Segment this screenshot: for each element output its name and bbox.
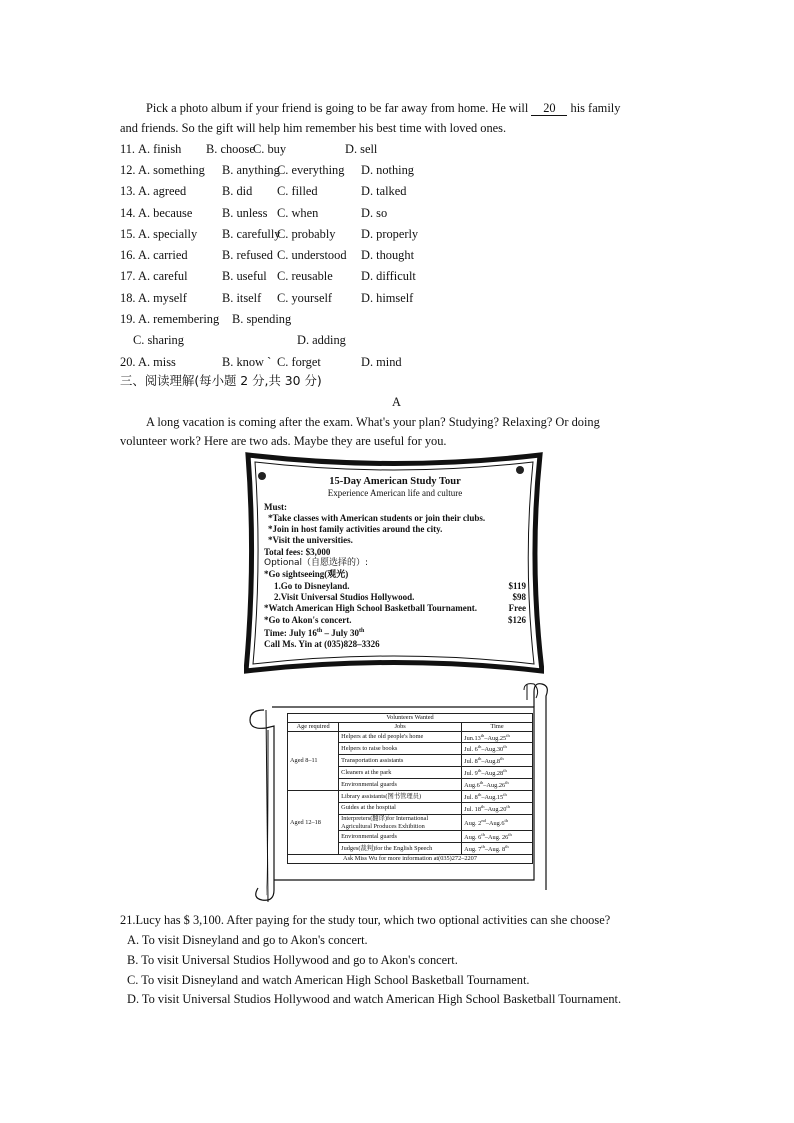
q21-option-c: C. To visit Disneyland and watch American High School Basketball Tournament. (127, 973, 530, 987)
answer-option: A. finish (138, 142, 182, 156)
answer-option: C. buy (253, 142, 287, 156)
answer-option: B. itself (222, 291, 262, 305)
poster-content (264, 476, 526, 650)
question-number: 14. (120, 206, 136, 220)
time-cell: Aug. 7th–Aug. 8th (462, 843, 533, 855)
blank-20: 20 (531, 102, 567, 116)
question-row (120, 183, 407, 199)
option-price: Free (508, 603, 526, 614)
answer-option: D. thought (361, 248, 415, 262)
passage-line-1 (146, 100, 620, 116)
answer-option: C. yourself (277, 291, 333, 305)
job-cell: Library assistants(图书管理员) (339, 791, 462, 803)
passage-a-label: A (392, 395, 401, 409)
question-row (120, 268, 416, 284)
answer-option: B. choose (206, 142, 255, 156)
tour-time: Time: July 16th – July 30th (264, 627, 365, 638)
job-cell: Helpers to raise books (339, 743, 462, 755)
question-row (120, 162, 415, 178)
volunteers-table (287, 713, 533, 864)
option-price: $119 (508, 580, 526, 591)
answer-option: D. adding (297, 333, 346, 347)
job-cell: Transportation assistants (339, 755, 462, 767)
header-jobs: Jobs (339, 722, 462, 731)
answer-option: A. careful (138, 269, 188, 283)
contact-line: Call Ms. Yin at (035)828–3326 (264, 639, 380, 650)
answer-option: D. so (361, 206, 388, 220)
table-row (288, 731, 533, 743)
option-row (264, 592, 526, 603)
answer-option: A. something (138, 163, 205, 177)
question-row (120, 311, 292, 327)
question-number: 20. (120, 355, 136, 369)
time-cell: Jul. 18th–Aug.20th (462, 802, 533, 814)
answer-option: A. specially (138, 227, 198, 241)
answer-option: B. did (222, 184, 253, 198)
job-cell: Helpers at the old people's home (339, 731, 462, 743)
answer-option: A. miss (138, 355, 176, 369)
question-number: 11. (120, 142, 136, 156)
question-row (120, 205, 388, 221)
answer-option: B. unless (222, 206, 268, 220)
time-cell: Jun.13th–Aug.25th (462, 731, 533, 743)
answer-option: A. myself (138, 291, 187, 305)
question-row (120, 141, 378, 157)
time-cell: Aug. 6th–Aug. 26th (462, 831, 533, 843)
answer-option: B. carefully (222, 227, 281, 241)
answer-option: C. sharing (133, 333, 184, 347)
option-label: *Go to Akon's concert. (264, 614, 352, 625)
question-number: 13. (120, 184, 136, 198)
time-cell: Aug. 2nd–Aug.6th (462, 814, 533, 831)
answer-option: C. reusable (277, 269, 333, 283)
answer-option: D. talked (361, 184, 407, 198)
optional-heading: Optional（自愿选择的）: (264, 558, 369, 569)
answer-option: D. properly (361, 227, 419, 241)
question-row (120, 247, 415, 263)
sightseeing: *Go sightseeing(观光) (264, 569, 349, 580)
passage-a-line-2: volunteer work? Here are two ads. Maybe they are useful for you. (120, 434, 447, 448)
header-age: Age required (288, 722, 339, 731)
q21-option-b: B. To visit Universal Studios Hollywood and go to Akon's concert. (127, 953, 458, 967)
passage-text: Pick a photo album if your friend is going to be far away from home. He will (146, 101, 532, 115)
job-cell: Environmental guards (339, 831, 462, 843)
option-row (264, 615, 526, 626)
answer-option: D. sell (345, 142, 378, 156)
age-cell: Aged 12–18 (288, 791, 339, 855)
study-tour-ad (244, 452, 544, 674)
time-cell: Jul. 6th–Aug.30th (462, 743, 533, 755)
option-label: 2.Visit Universal Studios Hollywood. (274, 591, 415, 602)
answer-option: A. agreed (138, 184, 187, 198)
question-number: 16. (120, 248, 136, 262)
option-row (264, 581, 526, 592)
answer-option: B. refused (222, 248, 273, 262)
answer-option: B. useful (222, 269, 267, 283)
passage-line-2: and friends. So the gift will help him remember his best time with loved ones. (120, 121, 507, 135)
table-footer: Ask Miss Wu for more information at(035)272–2207 (288, 855, 533, 864)
must-item: *Take classes with American students or join their clubs. (268, 512, 486, 523)
answer-option: C. understood (277, 248, 347, 262)
job-cell: Guides at the hospital (339, 802, 462, 814)
answer-option: C. forget (277, 355, 321, 369)
question-number: 19. (120, 312, 136, 326)
volunteers-ad (244, 680, 552, 902)
total-fees: Total fees: $3,000 (264, 546, 331, 557)
answer-option: C. when (277, 206, 319, 220)
section-title: 三、阅读理解(每小题 2 分,共 30 分) (120, 373, 322, 388)
time-cell: Jul. 9th–Aug.28th (462, 767, 533, 779)
job-cell: Judges(裁判)for the English Speech (339, 843, 462, 855)
question-number: 17. (120, 269, 136, 283)
must-heading: Must: (264, 501, 287, 512)
question-row (120, 354, 402, 370)
time-cell: Aug.6th–Aug.26th (462, 779, 533, 791)
question-row (120, 290, 414, 306)
question-number: 18. (120, 291, 136, 305)
poster-subtitle: Experience American life and culture (327, 488, 463, 499)
q21-option-d: D. To visit Universal Studios Hollywood and watch American High School Basketball Tournament. (127, 992, 622, 1006)
passage-text: his family (567, 101, 621, 115)
option-label: 1.Go to Disneyland. (274, 580, 350, 591)
job-cell: Interpreters(翻译)for International Agricultural Produces Exhibition (339, 814, 462, 831)
answer-option: B. anything (222, 163, 280, 177)
must-item: *Visit the universities. (268, 535, 353, 546)
pin-icon (516, 466, 524, 474)
answer-option: D. nothing (361, 163, 415, 177)
passage-a-line-1: A long vacation is coming after the exam. What's your plan? Studying? Relaxing? Or doing (146, 415, 600, 429)
must-item: *Join in host family activities around the city. (268, 524, 443, 535)
answer-option: C. probably (277, 227, 336, 241)
answer-option: D. mind (361, 355, 402, 369)
q21-option-a: A. To visit Disneyland and go to Akon's concert. (127, 933, 368, 947)
age-cell: Aged 8–11 (288, 731, 339, 790)
answer-option: D. difficult (361, 269, 416, 283)
question-number: 12. (120, 163, 136, 177)
q21-stem: 21.Lucy has $ 3,100. After paying for the study tour, which two optional activities can she choose? (120, 913, 611, 927)
time-cell: Jul. 8th–Aug.8th (462, 755, 533, 767)
header-time: Time (462, 722, 533, 731)
poster-title: 15-Day American Study Tour (329, 476, 461, 487)
answer-option: A. because (138, 206, 193, 220)
option-price: $98 (512, 591, 526, 602)
answer-option: A. remembering (138, 312, 220, 326)
answer-option: B. spending (232, 312, 292, 326)
answer-option: A. carried (138, 248, 188, 262)
answer-option: B. know ` (222, 355, 272, 369)
table-caption: Volunteers Wanted (288, 714, 533, 723)
option-price: $126 (508, 614, 526, 625)
job-cell: Environmental guards (339, 779, 462, 791)
table-row (288, 791, 533, 803)
question-row (120, 226, 419, 242)
question-number: 15. (120, 227, 136, 241)
answer-option: C. everything (277, 163, 345, 177)
option-row (264, 603, 526, 614)
time-cell: Jul. 8th–Aug.15th (462, 791, 533, 803)
option-label: *Watch American High School Basketball Tournament. (264, 603, 478, 614)
answer-option: D. himself (361, 291, 414, 305)
job-cell: Cleaners at the park (339, 767, 462, 779)
answer-option: C. filled (277, 184, 318, 198)
